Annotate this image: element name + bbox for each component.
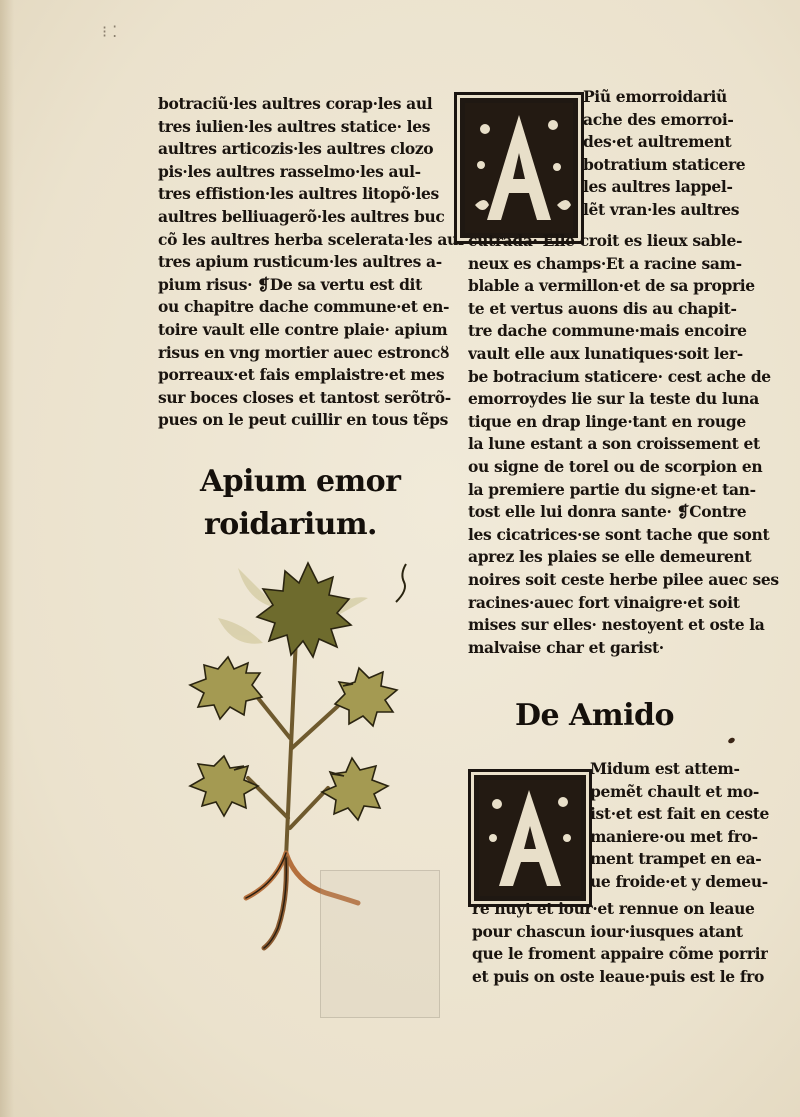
text-line: la premiere partie du signe·et tan- xyxy=(468,479,756,499)
text-line: malvaise char et garist· xyxy=(468,637,664,657)
text-line: tres apium rusticum·les aultres a- xyxy=(158,252,442,272)
text-line: pium risus· ❡De sa vertu est dit xyxy=(158,274,422,294)
text-line: tres effistion·les aultres litopõ·les xyxy=(158,184,439,204)
text-line: lẽt vran·les aultres xyxy=(583,199,740,219)
text-line: tres iulien·les aultres statice· les xyxy=(158,116,431,136)
text-line: ue froide·et y demeu- xyxy=(590,871,768,891)
text-line: risus en vng mortier auec estroncȣ xyxy=(158,342,450,362)
page-edge-shadow xyxy=(0,0,14,1117)
text-line: ist·et est fait en ceste xyxy=(590,804,770,824)
text-line: pemẽt chault et mo- xyxy=(590,781,759,801)
text-line: aprez les plaies se elle demeurent xyxy=(468,547,752,567)
leaf-top xyxy=(257,563,351,657)
text-line: vault elle aux lunatiques·soit ler- xyxy=(468,343,743,363)
text-line: noires soit ceste herbe pilee auec ses xyxy=(468,569,779,589)
text-line: cutrada· Elle croit es lieux sable- xyxy=(468,231,743,250)
text-line: toire vault elle contre plaie· apium xyxy=(158,319,448,339)
text-line: ache des emorroi- xyxy=(583,109,734,129)
text-line: sur boces closes et tantost serõtrõ- xyxy=(158,387,451,407)
text-line: la lune estant a son croissement et xyxy=(468,434,760,454)
text-line: ou signe de torel ou de scorpion en xyxy=(468,456,763,476)
text-line: racines·auec fort vinaigre·et soit xyxy=(468,592,740,612)
text-line: Midum est attem- xyxy=(590,759,740,778)
text-line: Piũ emorroidariũ xyxy=(583,87,727,106)
text-line: blable a vermillon·et de sa proprie xyxy=(468,276,755,296)
text-line: te et vertus auons dis au chapit- xyxy=(468,298,737,318)
left-column-text xyxy=(158,93,464,432)
text-line: porreaux·et fais emplaistre·et mes xyxy=(158,365,445,385)
apium-title-line2: roidarium. xyxy=(204,507,377,542)
text-line: botratium staticere xyxy=(583,154,746,174)
amido-top-text xyxy=(590,758,769,894)
text-line: pues on le peut cuillir en tous tẽps xyxy=(158,410,448,430)
text-line: mises sur elles· nestoyent et oste la xyxy=(468,615,765,635)
text-line: les aultres lappel- xyxy=(583,177,733,197)
text-line: be botracium staticere· cest ache de xyxy=(468,366,771,386)
text-line: botraciũ·les aultres corap·les aul xyxy=(158,94,433,113)
ink-spot xyxy=(727,737,736,745)
text-line: tost elle lui donra sante· ❡Contre xyxy=(468,502,747,522)
text-line: tique en drap linge·tant en rouge xyxy=(468,411,746,431)
text-line: et puis on oste leaue·puis est le fro xyxy=(472,966,764,986)
amido-title: De Amido xyxy=(515,698,674,733)
ornamental-initial-amido xyxy=(468,769,592,907)
right-column-text xyxy=(468,230,779,659)
apium-title-line1: Apium emor xyxy=(200,464,401,499)
text-line: pis·les aultres rasselmo·les aul- xyxy=(158,161,421,181)
text-line: re nuyt et iour·et rennue on leaue xyxy=(472,899,755,918)
corner-mark: ⁝ ⁚ xyxy=(102,22,118,41)
text-line: maniere·ou met fro- xyxy=(590,826,758,846)
text-line: des·et aultrement xyxy=(583,132,732,152)
amido-text xyxy=(472,898,768,988)
bleed-through-initial xyxy=(320,870,440,1018)
text-line: cõ les aultres herba scelerata·les aul xyxy=(158,229,464,249)
text-line: aultres articozis·les aultres clozo xyxy=(158,139,434,159)
ornamental-initial-a xyxy=(454,92,584,244)
text-line: emorroydes lie sur la teste du luna xyxy=(468,389,759,409)
text-line: tre dache commune·mais encoire xyxy=(468,321,747,341)
text-line: neux es champs·Et a racine sam- xyxy=(468,253,742,273)
text-line: que le froment appaire cõme porrir xyxy=(472,944,768,964)
text-line: pour chascun iour·iusques atant xyxy=(472,921,743,941)
right-column-top-text xyxy=(583,86,745,222)
text-line: ment trampet en ea- xyxy=(590,849,762,869)
text-line: aultres belliuagerõ·les aultres buc xyxy=(158,206,445,226)
text-line: les cicatrices·se sont tache que sont xyxy=(468,524,770,544)
text-line: ou chapitre dache commune·et en- xyxy=(158,297,450,317)
